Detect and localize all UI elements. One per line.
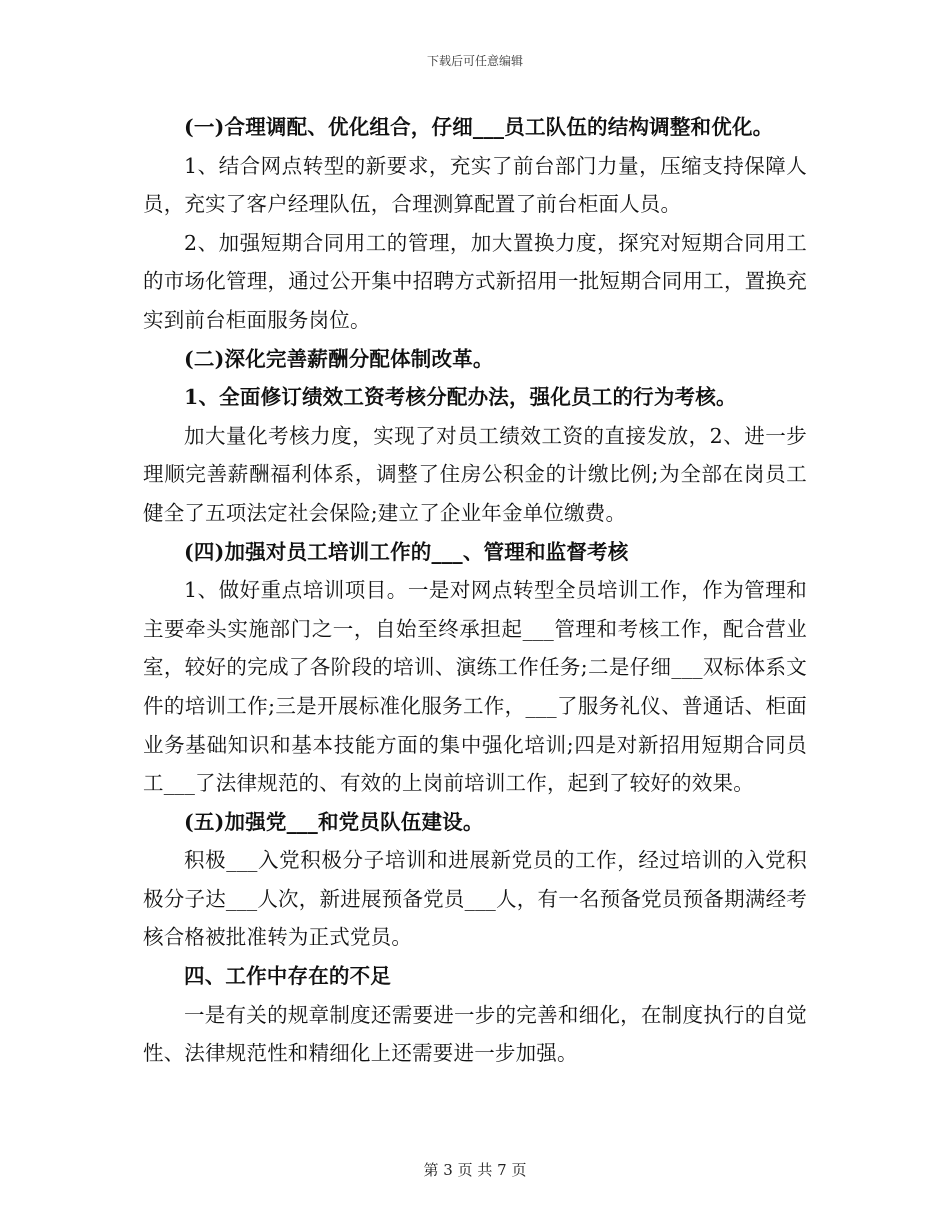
document-body	[143, 108, 807, 1073]
paragraph: 1、做好重点培训项目。一是对网点转型全员培训工作，作为管理和主要牵头实施部门之一，自始至终承担起___管理和考核工作，配合营业室，较好的完成了各阶段的培训、演练工作任务;二是仔细___双标体系文件的培训工作;三是开展标准化服务工作，___了服务礼仪、普通话、柜面业务基础知识和基本技能方面的集中强化培训;四是对新招用短期合同员工___了法律规范的、有效的上岗前培训工作，起到了较好的效果。	[143, 578, 807, 796]
section-heading-4: (四)加强对员工培训工作的___、管理和监督考核	[184, 539, 629, 564]
page-footer-page-number: 第 3 页 共 7 页	[423, 1161, 527, 1179]
page-header-note: 下载后可任意编辑	[426, 54, 523, 68]
paragraph: 1、结合网点转型的新要求，充实了前台部门力量，压缩支持保障人员，充实了客户经理队伍，合理测算配置了前台柜面人员。	[143, 153, 807, 217]
section-heading-5: (五)加强党___和党员队伍建设。	[184, 809, 484, 834]
paragraph: 一是有关的规章制度还需要进一步的完善和细化，在制度执行的自觉性、法律规范性和精细化上还需要进一步加强。	[143, 1002, 807, 1066]
section-heading-1: (一)合理调配、优化组合，仔细___员工队伍的结构调整和优化。	[184, 115, 774, 139]
section-heading-2: (二)深化完善薪酬分配体制改革。	[184, 346, 494, 371]
section-heading-shortcomings: 四、工作中存在的不足	[184, 964, 391, 989]
paragraph: 加大量化考核力度，实现了对员工绩效工资的直接发放，2、进一步理顺完善薪酬福利体系，调整了住房公积金的计缴比例;为全部在岗员工健全了五项法定社会保险;建立了企业年金单位缴费。	[143, 423, 807, 525]
subsection-heading: 1、全面修订绩效工资考核分配办法，强化员工的行为考核。	[184, 385, 737, 410]
paragraph: 2、加强短期合同用工的管理，加大置换力度，探究对短期合同用工的市场化管理，通过公开集中招聘方式新招用一批短期合同用工，置换充实到前台柜面服务岗位。	[143, 230, 807, 332]
paragraph: 积极___入党积极分子培训和进展新党员的工作，经过培训的入党积极分子达___人次，新进展预备党员___人，有一名预备党员预备期满经考核合格被批准转为正式党员。	[143, 848, 807, 950]
